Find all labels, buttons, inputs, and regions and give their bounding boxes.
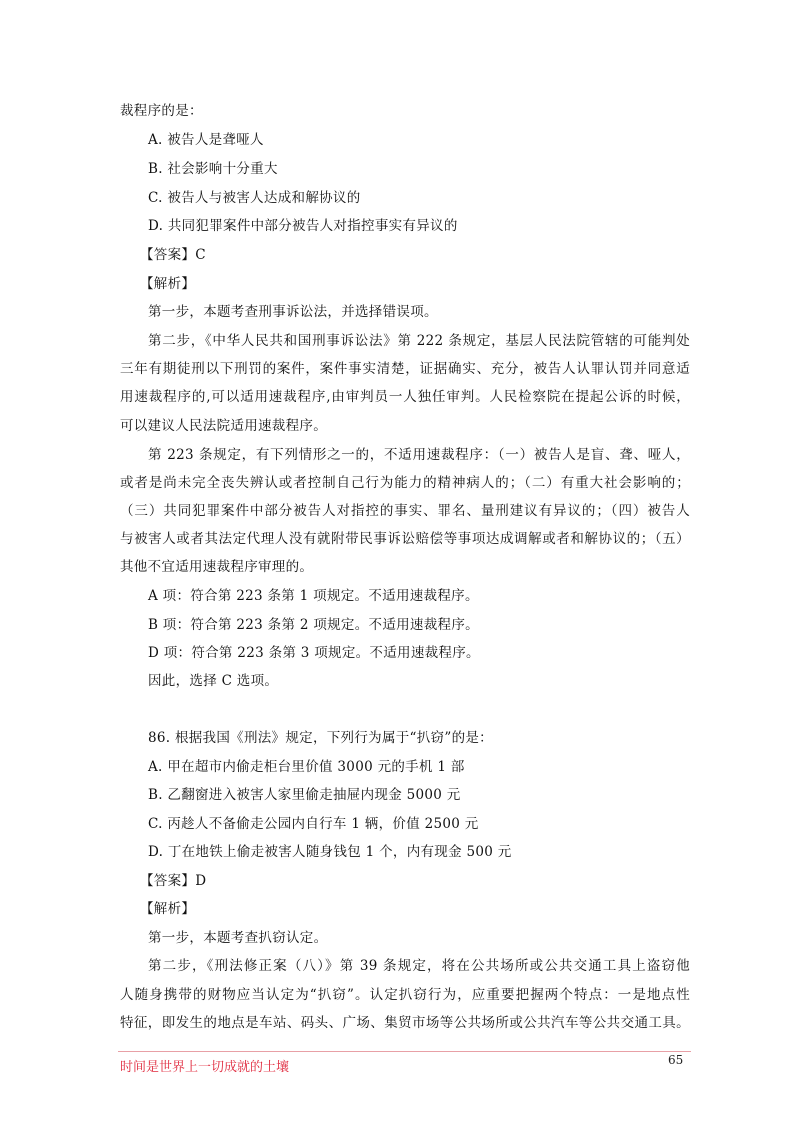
footer-motto: 时间是世界上一切成就的土壤 bbox=[120, 1060, 290, 1075]
option-line: C. 丙趁人不备偷走公园内自行车 1 辆，价值 2500 元 bbox=[148, 816, 479, 832]
text-line: 第一步，本题考查扒窃认定。 bbox=[148, 930, 328, 946]
text-line: 或者是尚未完全丧失辨认或者控制自己行为能力的精神病人的；（二）有重大社会影响的； bbox=[120, 475, 690, 491]
text-line: A 项：符合第 223 条第 1 项规定。不适用速裁程序。 bbox=[148, 588, 479, 604]
text-line: B 项：符合第 223 条第 2 项规定。不适用速裁程序。 bbox=[148, 617, 479, 633]
text-line: 人随身携带的财物应当认定为“扒窃”。认定扒窃行为，应重要把握两个特点：一是地点性 bbox=[120, 987, 690, 1003]
analysis-heading: 【解析】 bbox=[140, 901, 196, 917]
text-line: 用速裁程序的,可以适用速裁程序,由审判员一人独任审判。人民检察院在提起公诉的时候， bbox=[120, 389, 690, 405]
text-line: 第二步，《刑法修正案（八）》第 39 条规定，将在公共场所或公共交通工具上盗窃他 bbox=[148, 958, 690, 974]
text-line: 第 223 条规定，有下列情形之一的，不适用速裁程序：（一）被告人是盲、聋、哑人， bbox=[148, 447, 690, 463]
text-line: 第一步，本题考查刑事诉讼法，并选择错误项。 bbox=[148, 304, 438, 320]
text-line: 可以建议人民法院适用速裁程序。 bbox=[120, 418, 327, 434]
text-line: 因此，选择 C 选项。 bbox=[148, 673, 279, 689]
option-line: A. 被告人是聋哑人 bbox=[148, 132, 264, 148]
option-line: A. 甲在超市内偷走柜台里价值 3000 元的手机 1 部 bbox=[148, 759, 465, 775]
answer-line: 【答案】C bbox=[140, 247, 206, 263]
text-line: 其他不宜适用速裁程序审理的。 bbox=[120, 559, 314, 575]
text-line: 三年有期徒刑以下刑罚的案件，案件事实清楚，证据确实、充分，被告人认罪认罚并同意适 bbox=[120, 361, 690, 377]
option-line: C. 被告人与被害人达成和解协议的 bbox=[148, 190, 361, 206]
footer-divider bbox=[118, 1051, 691, 1052]
text-line: 与被害人或者其法定代理人没有就附带民事诉讼赔偿等事项达成调解或者和解协议的；（五） bbox=[120, 531, 690, 547]
text-line: 特征，即发生的地点是车站、码头、广场、集贸市场等公共场所或公共汽车等公共交通工具。 bbox=[120, 1015, 690, 1031]
option-line: D. 丁在地铁上偷走被害人随身钱包 1 个，内有现金 500 元 bbox=[148, 844, 512, 860]
answer-line: 【答案】D bbox=[140, 873, 207, 889]
option-line: B. 社会影响十分重大 bbox=[148, 161, 278, 177]
option-line: B. 乙翻窗进入被害人家里偷走抽屉内现金 5000 元 bbox=[148, 787, 461, 803]
page-number: 65 bbox=[668, 1053, 684, 1067]
analysis-heading: 【解析】 bbox=[140, 276, 196, 292]
option-line: D. 共同犯罪案件中部分被告人对指控事实有异议的 bbox=[148, 218, 458, 234]
question-line: 86. 根据我国《刑法》规定，下列行为属于“扒窃”的是： bbox=[148, 730, 493, 746]
text-line: D 项：符合第 223 条第 3 项规定。不适用速裁程序。 bbox=[148, 645, 480, 661]
text-line: 第二步，《中华人民共和国刑事诉讼法》第 222 条规定，基层人民法院管辖的可能判处 bbox=[148, 333, 690, 349]
text-line: （三）共同犯罪案件中部分被告人对指控的事实、罪名、量刑建议有异议的；（四）被告人 bbox=[120, 503, 690, 519]
text-line: 裁程序的是： bbox=[120, 103, 203, 119]
